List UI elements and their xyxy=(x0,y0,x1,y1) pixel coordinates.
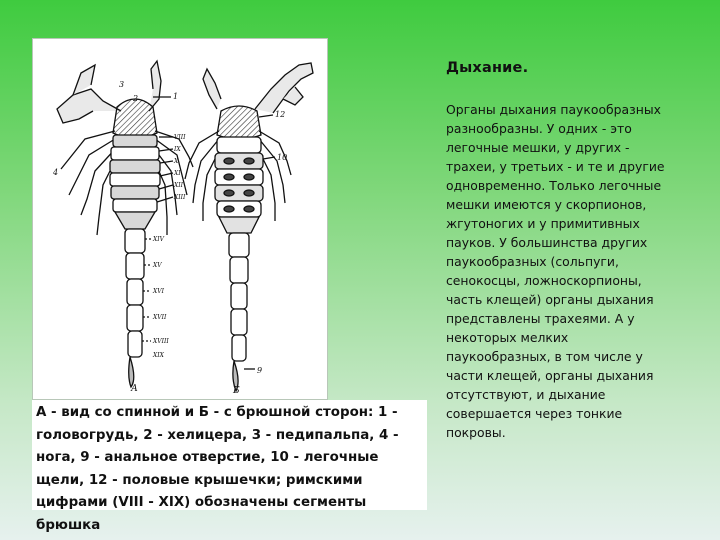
label-segment-xiv: XIV xyxy=(153,236,164,243)
label-12: 12 xyxy=(275,110,286,119)
scorpion-ventral xyxy=(185,63,313,391)
label-segment-xv: XV xyxy=(153,262,162,269)
label-segment-viii: VIII xyxy=(174,134,186,141)
scorpion-illustration xyxy=(33,39,327,399)
label-segment-xii: XII xyxy=(174,182,184,189)
label-segment-xvi: XVI xyxy=(153,288,164,295)
label-10: 10 xyxy=(277,153,288,162)
section-body: Органы дыхания паукообразных разнообразны. У одних - это легочные мешки, у других - трахеи, у третьих - и те и другие одновременно. Только легочные мешки имеются у скорпионов, жгутоногих и у примитивных пауков. У большинства других паукообразных (сольпуги, сенокосцы, ложноскорпионы, часть клещей) органы дыхания представлены трахеями. А у некоторых мелких паукообразных, в том числе у части клещей, органы дыхания отсутствуют, и дыхание совершается через тонкие покровы. xyxy=(446,102,665,440)
label-segment-xviii: XVIII xyxy=(153,338,169,345)
label-segment-xix: XIX xyxy=(153,352,164,359)
label-4: 4 xyxy=(53,168,59,177)
scorpion-figure xyxy=(32,38,328,400)
label-2: 2 xyxy=(133,94,139,103)
label-segment-x: X xyxy=(174,158,179,165)
label-view-a: А xyxy=(131,384,138,394)
label-view-b: Б xyxy=(233,386,240,396)
scorpion-dorsal xyxy=(57,61,193,387)
label-3: 3 xyxy=(119,80,125,89)
label-segment-xvii: XVII xyxy=(153,314,167,321)
label-segment-xiii: XIII xyxy=(174,194,186,201)
label-segment-xi: XI xyxy=(174,170,181,177)
label-segment-ix: IX xyxy=(174,146,181,153)
text-panel xyxy=(446,60,682,442)
label-1: 1 xyxy=(173,92,179,101)
label-9: 9 xyxy=(257,366,263,375)
figure-caption: А - вид со спинной и Б - с брюшной сторон: 1 - головогрудь, 2 - хелицера, 3 - педипальпа, 4 - нога, 9 - анальное отверстие, 10 - легочные щели, 12 - половые крышечки; римскими цифрами (VIII - XIX) обозначены сегменты брюшка xyxy=(32,400,427,510)
section-title: Дыхание. xyxy=(446,60,529,76)
